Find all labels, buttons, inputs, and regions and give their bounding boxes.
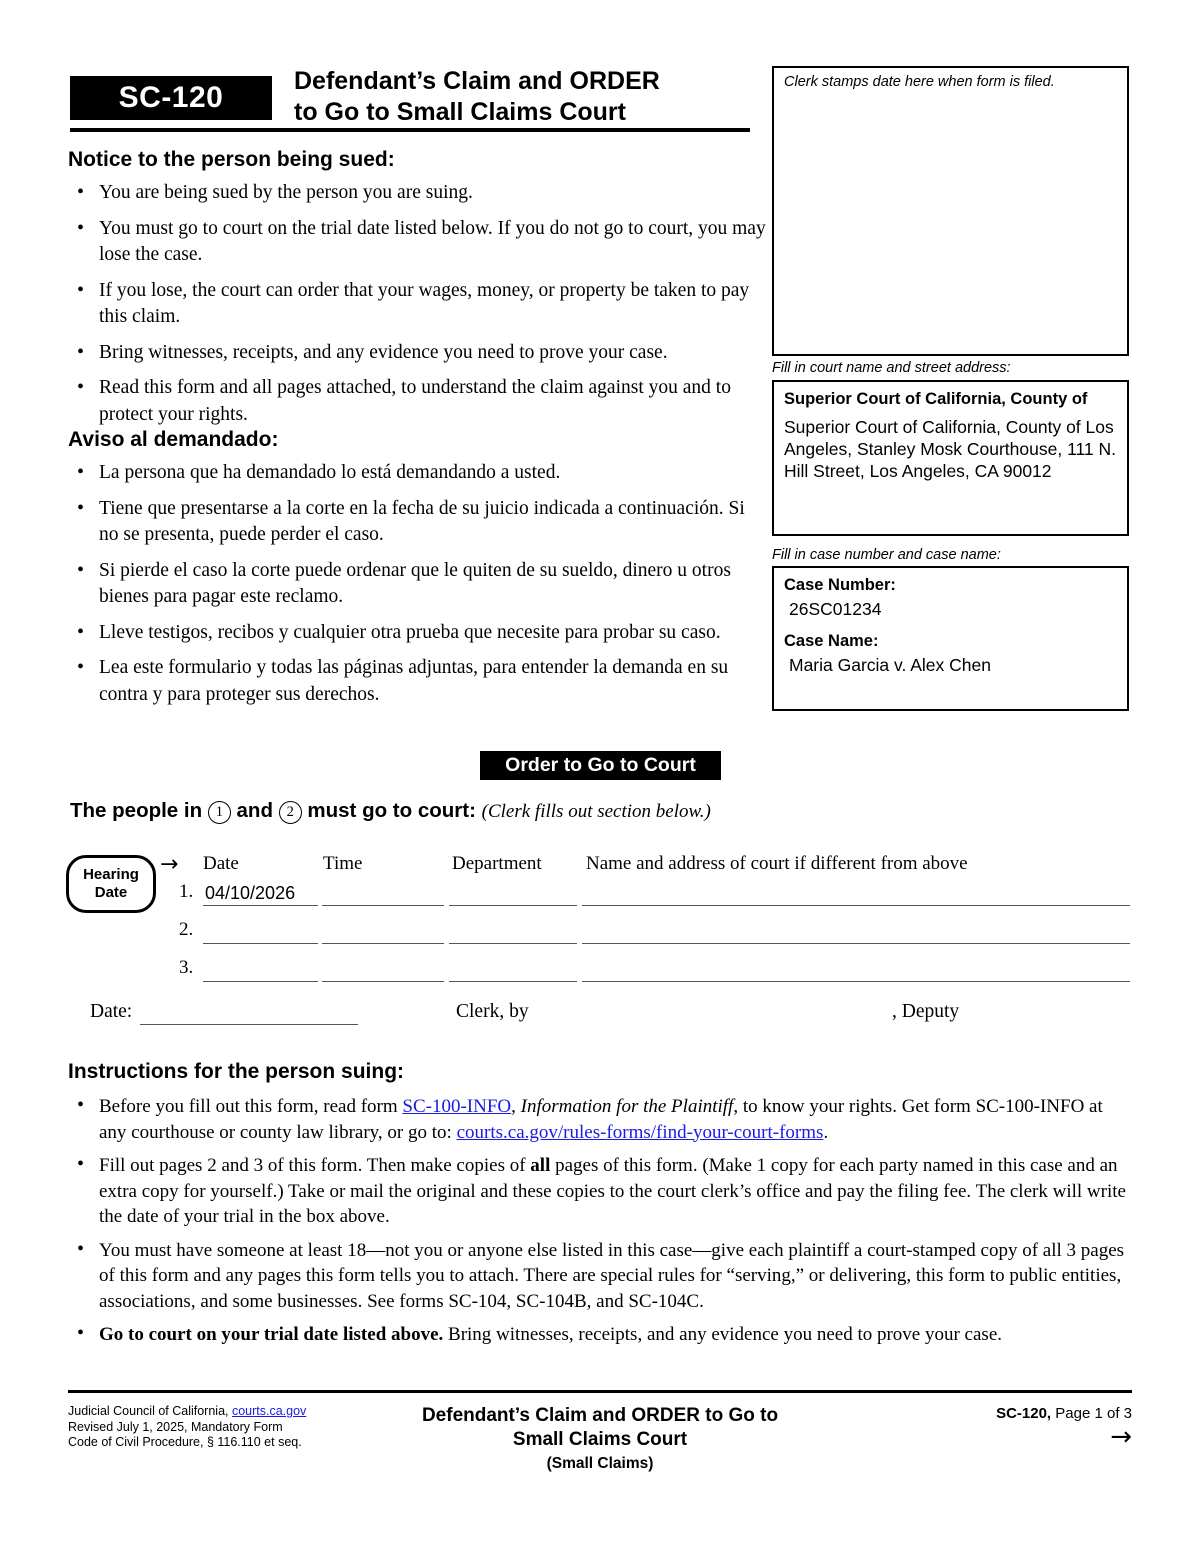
order-date-label: Date: [90,1001,133,1022]
notice-heading-en: Notice to the person being sued: [68,148,395,171]
table-row-number: 2. [179,919,194,940]
notice-bullets-es [68,460,758,717]
order-instruction-line [70,799,711,824]
footer-council-line [68,1404,306,1420]
order-banner: Order to Go to Court [480,751,721,780]
instr2-text-b: pages of this form. (Make 1 copy for each party named in this case and an extra copy for yourself.) Take or mail the original and these copies to the court clerk’s office and pay the filing fee. The clerk will write the date of your trial in the box above. [99,1155,1126,1227]
clerk-stamp-box [772,66,1129,356]
party-number-2: 2 [279,801,302,824]
notice-bullets-en [68,180,768,437]
instr2-bold: all [530,1155,551,1176]
list-item [68,1322,1132,1348]
list-item: • Read this form and all pages attached, to understand the claim against you and to protect your rights. [68,375,768,428]
hearing-time-field-1[interactable] [322,905,444,906]
people-suffix: must go to court: [307,799,476,822]
notice-heading-es: Aviso al demandado: [68,428,279,451]
instr4-bold: Go to court on your trial date listed above. [99,1324,444,1345]
list-item: • You must have someone at least 18—not you or anyone else listed in this case—give each plaintiff a court-stamped copy of all 3 pages of this form and any pages this form tells you to attach. There are special rules for “serving,” or delivering, this form to public entities, associations, and some businesses. See forms SC-104, SC-104B, and SC-104C. [68,1238,1132,1315]
page-title-line2: to Go to Small Claims Court [294,98,626,126]
title-divider [70,128,750,132]
court-box-caption: Fill in court name and street address: [772,360,1011,376]
people-prefix: The people in [70,799,203,822]
instr1-text-c: , to know your rights. Get form SC-100-INFO at any courthouse or county law library, or go to: [99,1096,1103,1143]
list-item [68,1094,1132,1145]
courts-ca-gov-link[interactable]: courts.ca.gov [231,1404,307,1418]
case-name-value: Maria Garcia v. Alex Chen [789,655,991,675]
hearing-department-field-3[interactable] [449,981,577,982]
list-item: • Lea este formulario y todas las páginas adjuntas, para entender la demanda en su contra y para proteger sus derechos. [68,655,758,708]
hearing-callout-line2: Date [94,884,128,901]
footer-center-block [330,1404,870,1476]
table-row-number: 3. [179,957,194,978]
clerk-stamp-note: Clerk stamps date here when form is filed. [784,74,1055,90]
footer-code-line: Code of Civil Procedure, § 116.110 et seq. [68,1435,302,1449]
column-header-time: Time [323,853,363,874]
case-number-value: 26SC01234 [789,599,882,619]
instr1-text-d: . [823,1121,829,1143]
deputy-label: , Deputy [892,1001,960,1022]
hearing-date-field-1[interactable] [203,905,318,906]
list-item: • You must go to court on the trial date listed below. If you do not go to court, you may lose the case. [68,216,768,269]
footer-form-number: SC-120, [996,1405,1052,1422]
case-name-label: Case Name: [784,632,879,650]
instr4-rest: Bring witnesses, receipts, and any evidence you need to prove your case. [443,1324,1003,1345]
hearing-date-field-3[interactable] [203,981,318,982]
form-number-badge: SC-120 [70,76,272,120]
hearing-department-field-1[interactable] [449,905,577,906]
case-box-caption: Fill in case number and case name: [772,547,1001,563]
instructions-heading: Instructions for the person suing: [68,1060,405,1083]
list-item: • Lleve testigos, recibos y cualquier otra prueba que necesite para probar su caso. [68,620,758,647]
hearing-court-field-1[interactable] [582,905,1130,906]
footer-divider [68,1390,1132,1393]
hearing-date-field-2[interactable] [203,943,318,944]
column-header-court-address: Name and address of court if different from above [586,853,968,874]
instr2-text-a: Fill out pages 2 and 3 of this form. Then make copies of [99,1155,531,1176]
hearing-date-value: 04/10/2026 [205,883,296,903]
table-row-number: 1. [179,881,194,902]
instr1-text-b: , [511,1096,521,1117]
instr1-text-a: Before you fill out this form, read form [99,1096,403,1117]
hearing-date-callout [66,855,156,913]
court-forms-link[interactable]: courts.ca.gov/rules-forms/find-your-court-forms [456,1121,824,1143]
footer-page-number: Page 1 of 3 [1051,1405,1132,1422]
list-item: • La persona que ha demandado lo está demandando a usted. [68,460,758,487]
hearing-department-field-2[interactable] [449,943,577,944]
next-page-arrow-icon: → [1110,1422,1132,1452]
instr1-italic: Information for the Plaintiff [520,1096,734,1117]
court-box-label: Superior Court of California, County of [784,390,1088,408]
hearing-court-field-2[interactable] [582,943,1130,944]
footer-title-line1: Defendant’s Claim and ORDER to Go to [421,1405,779,1426]
list-item: • Tiene que presentarse a la corte en la fecha de su juicio indicada a continuación. Si no se presenta, puede perder el caso. [68,496,758,549]
list-item: • You are being sued by the person you are suing. [68,180,768,207]
column-header-department: Department [452,853,542,874]
order-date-field[interactable] [140,1024,358,1025]
list-item: • If you lose, the court can order that your wages, money, or property be taken to pay this claim. [68,278,768,331]
footer-title-line2: Small Claims Court [512,1429,688,1450]
clerk-by-label: Clerk, by [456,1001,529,1022]
footer-council-text: Judicial Council of California, [68,1404,232,1418]
footer-revised-line: Revised July 1, 2025, Mandatory Form [68,1419,283,1434]
page-title-line1: Defendant’s Claim and ORDER [294,67,660,95]
hearing-court-field-3[interactable] [582,981,1130,982]
sc-100-info-link[interactable]: SC-100-INFO [402,1096,512,1117]
people-and: and [236,799,273,822]
footer-subtitle: (Small Claims) [546,1455,654,1472]
page-title [294,66,754,128]
court-box-value: Superior Court of California, County of Los Angeles, Stanley Mosk Courthouse, 111 N. Hill Street, Los Angeles, CA 90012 [784,417,1117,481]
case-number-label: Case Number: [784,576,896,594]
party-number-1: 1 [208,801,231,824]
list-item: • Bring witnesses, receipts, and any evidence you need to prove your case. [68,340,768,367]
instructions-bullets [68,1094,1132,1356]
case-info-box[interactable] [772,566,1129,711]
hearing-arrow-icon: → [160,852,179,877]
hearing-time-field-2[interactable] [322,943,444,944]
clerk-fills-note: (Clerk fills out section below.) [481,801,711,822]
footer-page-info [930,1405,1132,1422]
list-item [68,1153,1132,1230]
hearing-callout-line1: Hearing [83,866,139,883]
list-item: • Si pierde el caso la corte puede ordenar que le quiten de su sueldo, dinero u otros bienes para pagar este reclamo. [68,558,758,611]
column-header-date: Date [203,853,239,874]
court-name-box[interactable] [772,380,1129,536]
hearing-time-field-3[interactable] [322,981,444,982]
footer-left-block [68,1404,306,1451]
